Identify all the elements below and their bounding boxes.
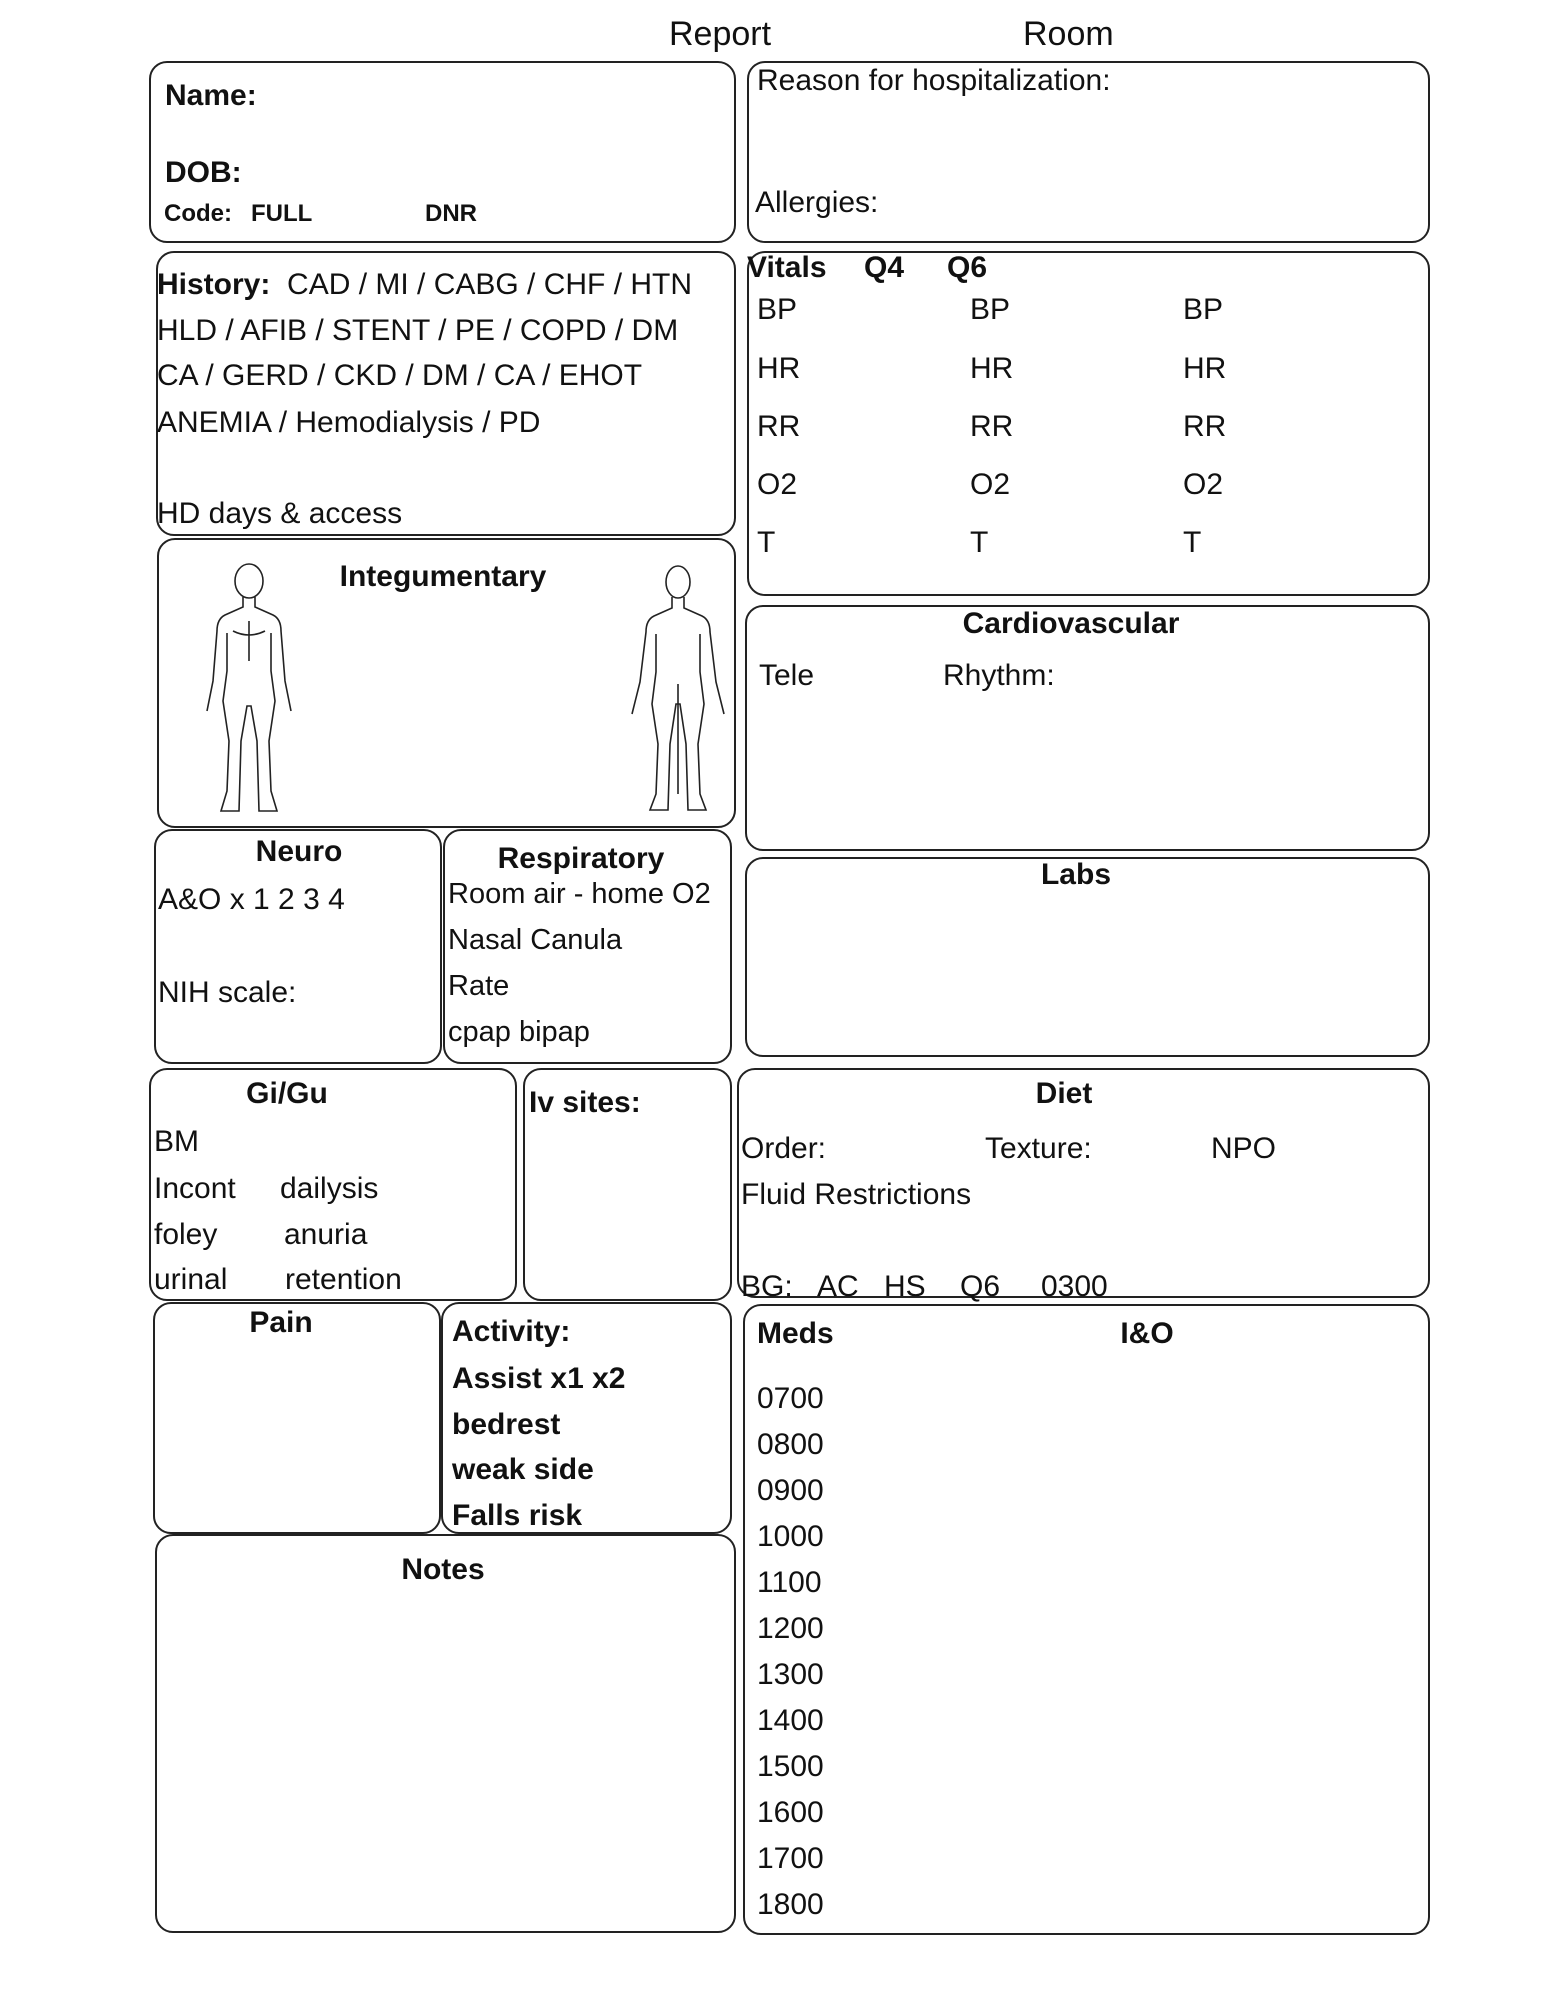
- gigu-option: dailysis: [280, 1172, 379, 1205]
- vital-temp: T: [1183, 526, 1202, 559]
- texture-label: Texture:: [985, 1132, 1092, 1165]
- gigu-option: anuria: [284, 1218, 368, 1251]
- history-line-3: CA / GERD / CKD / DM / CA / EHOT: [157, 359, 643, 392]
- name-label: Name:: [165, 79, 257, 112]
- gigu-option: foley: [154, 1218, 218, 1251]
- vitals-q6-option[interactable]: Q6: [947, 251, 988, 284]
- gigu-option: urinal: [154, 1263, 228, 1296]
- fluid-restrictions-label: Fluid Restrictions: [741, 1178, 972, 1211]
- vital-o2: O2: [970, 468, 1011, 501]
- notes-box: [155, 1534, 736, 1933]
- history-label: History:: [157, 268, 271, 301]
- bg-option: Q6: [960, 1270, 1001, 1303]
- resp-option: Room air - home O2: [448, 878, 711, 910]
- io-title: I&O: [1120, 1317, 1174, 1350]
- tele-label: Tele: [759, 659, 815, 692]
- med-time: 1800: [757, 1888, 824, 1921]
- activity-option: weak side: [452, 1453, 594, 1486]
- med-time: 1200: [757, 1612, 824, 1645]
- ao-label: A&O x 1 2 3 4: [158, 883, 345, 916]
- vital-hr: HR: [970, 352, 1014, 385]
- npo-option: NPO: [1211, 1132, 1277, 1165]
- vital-temp: T: [970, 526, 989, 559]
- activity-option: Assist x1 x2: [452, 1362, 626, 1395]
- resp-option: Nasal Canula: [448, 924, 623, 956]
- history-text: CAD / MI / CABG / CHF / HTN: [287, 268, 693, 301]
- vital-bp: BP: [757, 293, 798, 326]
- activity-option: Falls risk: [452, 1499, 583, 1532]
- activity-option: bedrest: [452, 1408, 561, 1441]
- meds-title: Meds: [757, 1317, 834, 1350]
- bg-option: 0300: [1041, 1270, 1108, 1303]
- gigu-option: retention: [285, 1263, 402, 1296]
- allergies-label: Allergies:: [755, 186, 879, 219]
- room-heading: Room: [1023, 15, 1114, 53]
- history-line-1: [157, 270, 692, 300]
- code-full-option[interactable]: FULL: [251, 200, 313, 227]
- bm-label: BM: [154, 1125, 199, 1158]
- nih-label: NIH scale:: [158, 976, 297, 1009]
- med-time: 0800: [757, 1428, 824, 1461]
- pain-title: Pain: [249, 1306, 313, 1339]
- respiratory-title: Respiratory: [497, 842, 665, 875]
- gigu-option: Incont: [154, 1172, 236, 1205]
- vital-rr: RR: [757, 410, 801, 443]
- history-line-2: HLD / AFIB / STENT / PE / COPD / DM: [157, 314, 679, 347]
- bg-option: AC: [817, 1270, 859, 1303]
- vitals-title: Vitals: [747, 251, 827, 284]
- iv-sites-label: Iv sites:: [529, 1086, 641, 1119]
- med-time: 1300: [757, 1658, 824, 1691]
- diet-title: Diet: [1035, 1077, 1093, 1110]
- vitals-q4-option[interactable]: Q4: [864, 251, 905, 284]
- reason-label: Reason for hospitalization:: [757, 64, 1111, 97]
- med-time: 1000: [757, 1520, 824, 1553]
- med-time: 0700: [757, 1382, 824, 1415]
- code-label: Code:: [164, 200, 232, 227]
- order-label: Order:: [741, 1132, 827, 1165]
- med-time: 1700: [757, 1842, 824, 1875]
- code-dnr-option[interactable]: DNR: [425, 200, 477, 227]
- history-line-4: ANEMIA / Hemodialysis / PD: [157, 406, 541, 439]
- bg-option: HS: [884, 1270, 926, 1303]
- med-time: 0900: [757, 1474, 824, 1507]
- med-time: 1100: [757, 1566, 822, 1599]
- vital-hr: HR: [757, 352, 801, 385]
- med-time: 1400: [757, 1704, 824, 1737]
- vital-bp: BP: [970, 293, 1011, 326]
- report-heading: Report: [669, 15, 772, 53]
- hd-days-label: HD days & access: [157, 497, 403, 530]
- resp-option: cpap bipap: [448, 1016, 590, 1048]
- vital-rr: RR: [1183, 410, 1227, 443]
- vital-bp: BP: [1183, 293, 1224, 326]
- resp-option: Rate: [448, 970, 510, 1002]
- vital-o2: O2: [757, 468, 798, 501]
- vital-o2: O2: [1183, 468, 1224, 501]
- vital-temp: T: [757, 526, 776, 559]
- vital-rr: RR: [970, 410, 1014, 443]
- med-time: 1500: [757, 1750, 824, 1783]
- body-back-icon: [628, 564, 729, 814]
- gigu-title: Gi/Gu: [246, 1077, 328, 1110]
- vitals-box: [747, 251, 1430, 596]
- cardiovascular-box: [745, 605, 1430, 851]
- vital-hr: HR: [1183, 352, 1227, 385]
- neuro-title: Neuro: [255, 835, 343, 868]
- bg-label: BG:: [741, 1270, 793, 1303]
- activity-title: Activity:: [452, 1315, 571, 1348]
- body-front-icon: [203, 561, 295, 817]
- med-time: 1600: [757, 1796, 824, 1829]
- labs-title: Labs: [1040, 858, 1112, 891]
- integumentary-title: Integumentary: [339, 560, 547, 593]
- cardiovascular-title: Cardiovascular: [962, 607, 1180, 640]
- rhythm-label: Rhythm:: [943, 659, 1055, 692]
- meds-box: [743, 1304, 1430, 1935]
- dob-label: DOB:: [165, 156, 242, 189]
- notes-title: Notes: [401, 1553, 485, 1586]
